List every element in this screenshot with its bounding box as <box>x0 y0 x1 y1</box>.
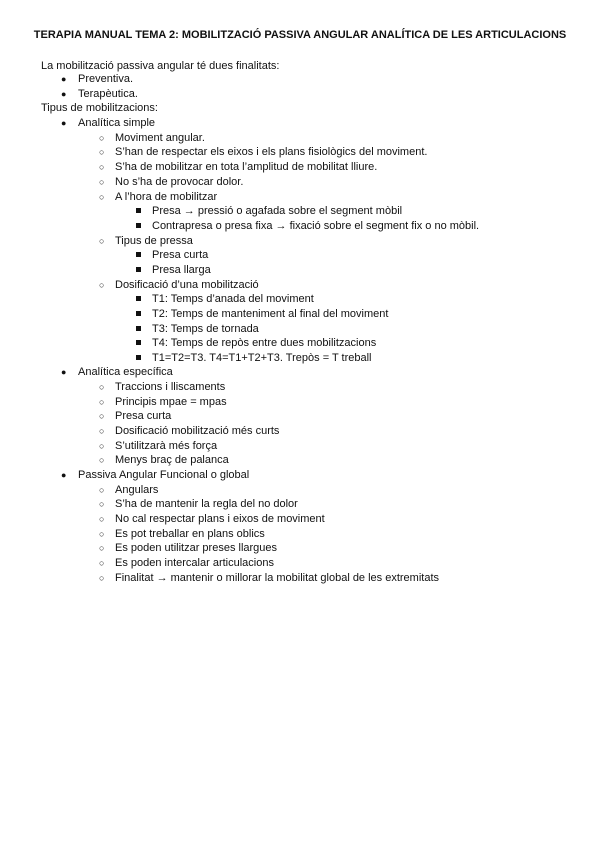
bullet-circle: ○ <box>99 499 105 509</box>
list-item: Dosificació d’una mobilització <box>115 279 259 291</box>
list-item: T1=T2=T3. T4=T1+T2+T3. Trepòs = T treball <box>152 352 372 364</box>
list-item: Preventiva. <box>78 73 134 85</box>
bullet-square <box>136 311 141 316</box>
list-item: S’ha de mobilitzar en tota l’amplitud de mobilitat lliure. <box>115 161 378 173</box>
list-item: No s’ha de provocar dolor. <box>115 176 244 188</box>
bullet-square <box>136 355 141 360</box>
bullet-disc: ● <box>61 74 67 84</box>
section-analitica-simple: Analítica simple <box>78 117 156 129</box>
list-item: Contrapresa o presa fixa → fixació sobre el segment fix o no mòbil. <box>152 220 480 232</box>
bullet-circle: ○ <box>99 397 105 407</box>
bullet-circle: ○ <box>99 177 105 187</box>
bullet-circle: ○ <box>99 382 105 392</box>
list-item: Menys braç de palanca <box>115 454 229 466</box>
list-item: S’ha de mantenir la regla del no dolor <box>115 498 298 510</box>
bullet-square <box>136 296 141 301</box>
list-item: Presa curta <box>115 410 172 422</box>
list-item: T3: Temps de tornada <box>152 323 259 335</box>
bullet-circle: ○ <box>99 192 105 202</box>
section-funcional: Passiva Angular Funcional o global <box>78 469 250 481</box>
bullet-square <box>136 326 141 331</box>
bullet-square <box>136 223 141 228</box>
list-item: S’han de respectar els eixos i els plans fisiològics del moviment. <box>115 146 428 158</box>
list-item: Presa llarga <box>152 264 211 276</box>
bullet-circle: ○ <box>99 441 105 451</box>
bullet-disc: ● <box>61 118 67 128</box>
bullet-circle: ○ <box>99 543 105 553</box>
list-item: Presa → pressió o agafada sobre el segment mòbil <box>152 205 403 217</box>
bullet-circle: ○ <box>99 162 105 172</box>
list-item: Angulars <box>115 484 159 496</box>
list-item: Traccions i lliscaments <box>115 381 226 393</box>
list-item: T4: Temps de repòs entre dues mobilitzacions <box>152 337 377 349</box>
bullet-square <box>136 340 141 345</box>
bullet-disc: ● <box>61 470 67 480</box>
list-item: S’utilitzarà més força <box>115 440 218 452</box>
bullet-circle: ○ <box>99 455 105 465</box>
list-item: Moviment angular. <box>115 132 205 144</box>
bullet-disc: ● <box>61 89 67 99</box>
types-heading: Tipus de mobilitzacions: <box>41 102 158 114</box>
bullet-circle: ○ <box>99 529 105 539</box>
bullet-circle: ○ <box>99 411 105 421</box>
bullet-circle: ○ <box>99 514 105 524</box>
bullet-circle: ○ <box>99 236 105 246</box>
list-item: A l’hora de mobilitzar <box>115 191 218 203</box>
bullet-circle: ○ <box>99 558 105 568</box>
list-item: No cal respectar plans i eixos de moviment <box>115 513 325 525</box>
list-item: Dosificació mobilització més curts <box>115 425 280 437</box>
section-analitica-especifica: Analítica específica <box>78 366 173 378</box>
bullet-circle: ○ <box>99 485 105 495</box>
bullet-circle: ○ <box>99 147 105 157</box>
document-title: TERAPIA MANUAL TEMA 2: MOBILITZACIÓ PASSIVA ANGULAR ANALÍTICA DE LES ARTICULACIONS <box>33 29 567 41</box>
list-item: Es poden intercalar articulacions <box>115 557 274 569</box>
list-item: Tipus de pressa <box>115 235 193 247</box>
bullet-disc: ● <box>61 367 67 377</box>
list-item: Finalitat → mantenir o millorar la mobilitat global de les extremitats <box>115 572 440 584</box>
list-item: T2: Temps de manteniment al final del moviment <box>152 308 389 320</box>
bullet-square <box>136 252 141 257</box>
list-item: Presa curta <box>152 249 209 261</box>
bullet-square <box>136 208 141 213</box>
intro-text: La mobilització passiva angular té dues finalitats: <box>41 60 280 72</box>
list-item: Terapèutica. <box>78 88 138 100</box>
list-item: Principis mpae = mpas <box>115 396 227 408</box>
bullet-circle: ○ <box>99 280 105 290</box>
bullet-circle: ○ <box>99 133 105 143</box>
bullet-circle: ○ <box>99 573 105 583</box>
bullet-square <box>136 267 141 272</box>
list-item: Es poden utilitzar preses llargues <box>115 542 278 554</box>
list-item: T1: Temps d’anada del moviment <box>152 293 314 305</box>
list-item: Es pot treballar en plans oblics <box>115 528 265 540</box>
bullet-circle: ○ <box>99 426 105 436</box>
